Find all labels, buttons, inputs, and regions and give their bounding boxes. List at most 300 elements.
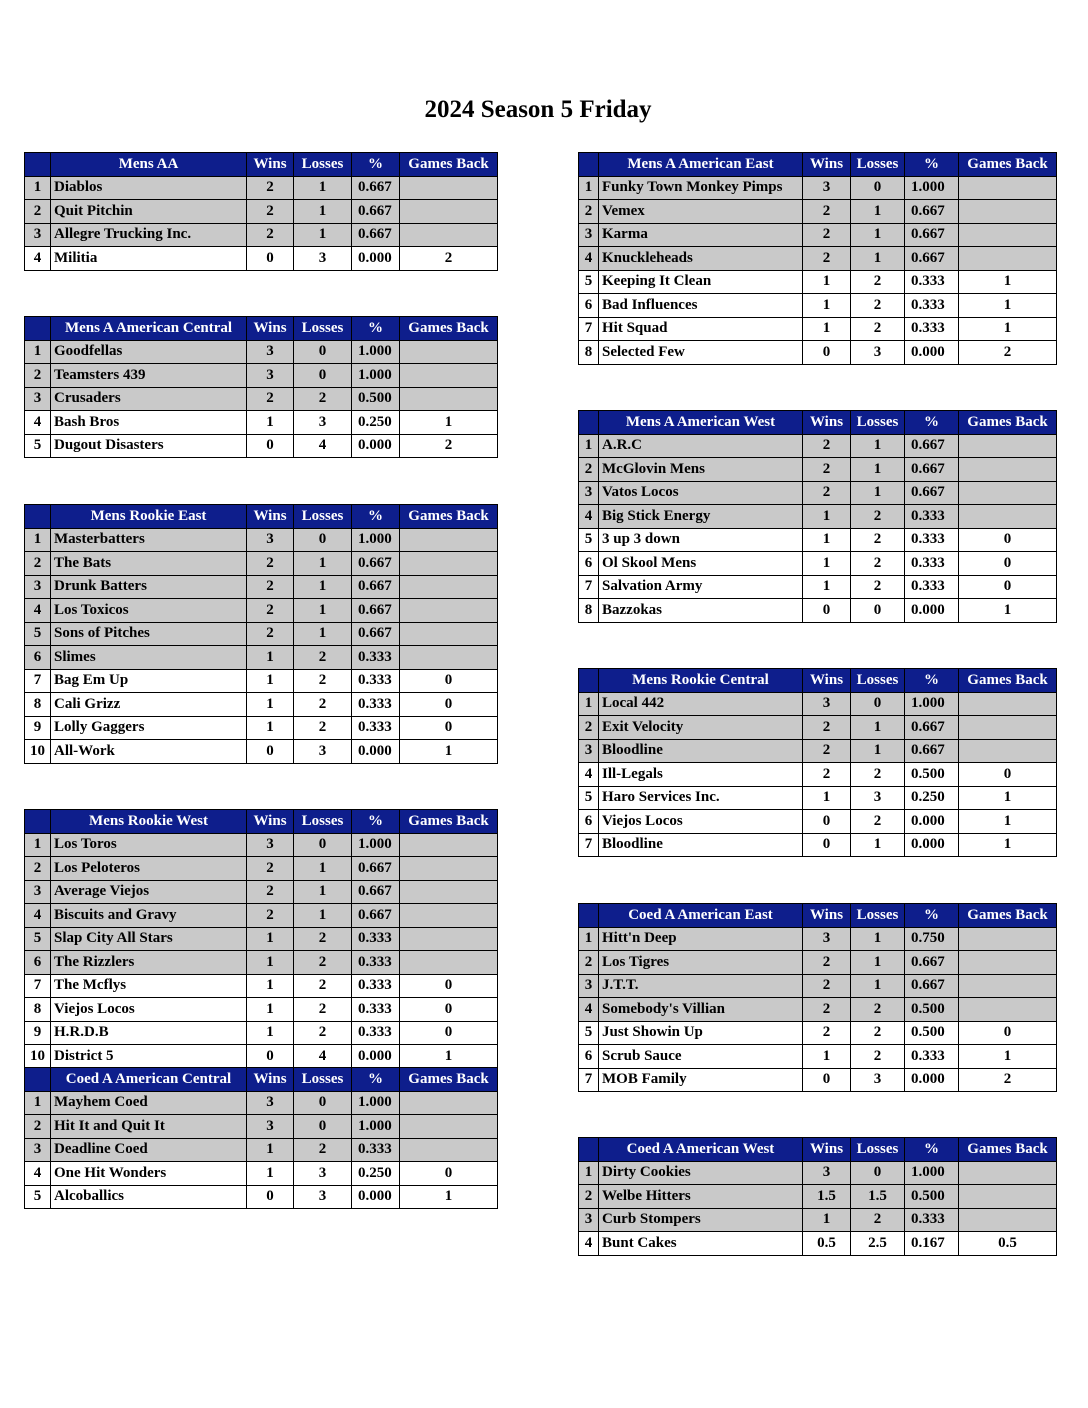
pct-cell: 0.333	[352, 1138, 400, 1162]
rank-header	[25, 505, 51, 529]
team-name-cell: Bunt Cakes	[599, 1232, 803, 1256]
wins-cell: 2	[803, 951, 851, 975]
pct-header: %	[352, 810, 400, 834]
table-row	[25, 528, 498, 552]
table-row	[579, 200, 1057, 224]
wins-cell: 3	[247, 1115, 294, 1139]
standings-table-mens-a-american-central	[24, 316, 498, 458]
team-name-cell: Funky Town Monkey Pimps	[599, 176, 803, 200]
table-row	[579, 270, 1057, 294]
rank-cell: 4	[579, 763, 599, 787]
losses-cell: 2	[851, 552, 905, 576]
wins-cell: 2	[247, 880, 294, 904]
games-back-cell	[959, 176, 1057, 200]
division-name: Mens Rookie East	[51, 505, 247, 529]
losses-cell: 0	[294, 364, 352, 388]
games-back-cell	[400, 1115, 498, 1139]
wins-cell: 2	[803, 434, 851, 458]
pct-header: %	[352, 1068, 400, 1092]
wins-cell: 2	[247, 552, 294, 576]
pct-cell: 0.000	[352, 740, 400, 764]
table-row	[25, 646, 498, 670]
games-back-cell	[959, 1185, 1057, 1209]
wins-cell: 1	[247, 646, 294, 670]
rank-cell: 7	[579, 575, 599, 599]
wins-cell: 1	[803, 505, 851, 529]
rank-cell: 1	[25, 833, 51, 857]
wins-cell: 2	[803, 481, 851, 505]
table-row	[25, 716, 498, 740]
table-row	[25, 951, 498, 975]
losses-cell: 2	[294, 951, 352, 975]
wins-cell: 2	[803, 716, 851, 740]
header-row	[579, 411, 1057, 435]
pct-header: %	[352, 505, 400, 529]
pct-cell: 1.000	[352, 528, 400, 552]
rank-cell: 4	[25, 411, 51, 435]
rank-cell: 5	[25, 434, 51, 458]
wins-cell: 1	[247, 927, 294, 951]
pct-cell: 0.250	[352, 411, 400, 435]
pct-cell: 0.667	[905, 481, 959, 505]
games-back-cell	[959, 927, 1057, 951]
losses-cell: 3	[294, 1162, 352, 1186]
table-row	[579, 294, 1057, 318]
rank-cell: 2	[25, 200, 51, 224]
team-name-cell: Crusaders	[51, 387, 247, 411]
wins-cell: 3	[247, 1091, 294, 1115]
standings-table-mens-rookie-central	[578, 668, 1057, 857]
rank-cell: 3	[25, 575, 51, 599]
team-name-cell: Biscuits and Gravy	[51, 904, 247, 928]
losses-cell: 2	[294, 1021, 352, 1045]
losses-cell: 1	[851, 481, 905, 505]
rank-cell: 1	[579, 434, 599, 458]
rank-cell: 8	[25, 998, 51, 1022]
wins-cell: 1	[247, 669, 294, 693]
games-back-cell: 1	[959, 294, 1057, 318]
games-back-cell: 0.5	[959, 1232, 1057, 1256]
team-name-cell: Slimes	[51, 646, 247, 670]
rank-cell: 9	[25, 1021, 51, 1045]
games-back-cell	[400, 387, 498, 411]
rank-cell: 1	[25, 340, 51, 364]
rank-cell: 1	[579, 927, 599, 951]
rank-cell: 5	[25, 927, 51, 951]
rank-cell: 3	[579, 481, 599, 505]
losses-header: Losses	[294, 317, 352, 341]
rank-header	[579, 669, 599, 693]
games-back-cell	[959, 974, 1057, 998]
losses-cell: 3	[294, 247, 352, 271]
games-back-cell	[400, 951, 498, 975]
games-back-cell	[400, 575, 498, 599]
wins-cell: 2	[247, 575, 294, 599]
pct-cell: 0.500	[905, 1185, 959, 1209]
losses-cell: 2	[294, 998, 352, 1022]
pct-cell: 0.000	[905, 810, 959, 834]
pct-header: %	[352, 153, 400, 177]
games-back-header: Games Back	[959, 904, 1057, 928]
rank-cell: 2	[579, 458, 599, 482]
wins-cell: 1	[803, 294, 851, 318]
losses-cell: 2	[294, 974, 352, 998]
wins-cell: 1	[803, 317, 851, 341]
pct-cell: 0.500	[352, 387, 400, 411]
team-name-cell: Dugout Disasters	[51, 434, 247, 458]
wins-cell: 0	[803, 341, 851, 365]
table-row	[25, 599, 498, 623]
table-row	[579, 1021, 1057, 1045]
team-name-cell: Selected Few	[599, 341, 803, 365]
team-name-cell: Salvation Army	[599, 575, 803, 599]
pct-cell: 0.333	[905, 552, 959, 576]
losses-cell: 1.5	[851, 1185, 905, 1209]
wins-cell: 2	[247, 904, 294, 928]
wins-cell: 2	[803, 223, 851, 247]
wins-cell: 3	[803, 1161, 851, 1185]
team-name-cell: Dirty Cookies	[599, 1161, 803, 1185]
pct-cell: 0.667	[905, 434, 959, 458]
team-name-cell: Bloodline	[599, 739, 803, 763]
pct-header: %	[905, 1138, 959, 1162]
table-row	[25, 1021, 498, 1045]
games-back-cell	[959, 505, 1057, 529]
losses-cell: 2	[294, 646, 352, 670]
pct-header: %	[352, 317, 400, 341]
rank-cell: 10	[25, 740, 51, 764]
losses-cell: 1	[851, 458, 905, 482]
team-name-cell: 3 up 3 down	[599, 528, 803, 552]
games-back-cell	[959, 1161, 1057, 1185]
pct-cell: 0.000	[352, 1045, 400, 1069]
team-name-cell: Welbe Hitters	[599, 1185, 803, 1209]
pct-cell: 0.500	[905, 763, 959, 787]
games-back-cell: 0	[959, 575, 1057, 599]
rank-cell: 2	[25, 1115, 51, 1139]
losses-cell: 2	[851, 1045, 905, 1069]
wins-cell: 2	[803, 739, 851, 763]
wins-cell: 2	[803, 458, 851, 482]
games-back-cell: 1	[400, 1185, 498, 1209]
losses-cell: 2	[294, 716, 352, 740]
losses-cell: 1	[851, 200, 905, 224]
rank-cell: 3	[25, 880, 51, 904]
rank-header	[579, 1138, 599, 1162]
losses-cell: 4	[294, 1045, 352, 1069]
team-name-cell: Drunk Batters	[51, 575, 247, 599]
table-row	[579, 1161, 1057, 1185]
pct-header: %	[905, 153, 959, 177]
table-row	[25, 1045, 498, 1069]
team-name-cell: Sons of Pitches	[51, 622, 247, 646]
losses-cell: 1	[851, 833, 905, 857]
games-back-cell	[959, 200, 1057, 224]
losses-cell: 2	[294, 927, 352, 951]
games-back-header: Games Back	[400, 1068, 498, 1092]
losses-cell: 1	[294, 904, 352, 928]
losses-cell: 2	[851, 270, 905, 294]
division-name: Mens AA	[51, 153, 247, 177]
table-row	[25, 387, 498, 411]
division-name: Coed A American Central	[51, 1068, 247, 1092]
rank-cell: 1	[25, 1091, 51, 1115]
rank-cell: 8	[579, 599, 599, 623]
rank-cell: 2	[579, 716, 599, 740]
games-back-cell: 1	[959, 833, 1057, 857]
team-name-cell: Exit Velocity	[599, 716, 803, 740]
wins-cell: 0	[247, 1045, 294, 1069]
pct-cell: 0.667	[352, 575, 400, 599]
pct-cell: 1.000	[905, 176, 959, 200]
team-name-cell: Local 442	[599, 692, 803, 716]
games-back-cell: 0	[400, 974, 498, 998]
games-back-cell	[959, 739, 1057, 763]
losses-cell: 0	[294, 1091, 352, 1115]
wins-header: Wins	[803, 904, 851, 928]
table-row	[579, 458, 1057, 482]
standings-table-mens-rookie-east	[24, 504, 498, 764]
table-row	[579, 505, 1057, 529]
wins-cell: 1	[247, 998, 294, 1022]
rank-cell: 5	[579, 786, 599, 810]
wins-cell: 1	[247, 716, 294, 740]
losses-cell: 0	[294, 833, 352, 857]
wins-header: Wins	[803, 669, 851, 693]
losses-header: Losses	[851, 153, 905, 177]
table-row	[25, 247, 498, 271]
table-row	[25, 223, 498, 247]
team-name-cell: Allegre Trucking Inc.	[51, 223, 247, 247]
losses-cell: 0	[851, 599, 905, 623]
wins-cell: 2	[803, 247, 851, 271]
pct-cell: 0.167	[905, 1232, 959, 1256]
rank-header	[25, 1068, 51, 1092]
table-row	[25, 998, 498, 1022]
team-name-cell: McGlovin Mens	[599, 458, 803, 482]
rank-cell: 6	[579, 294, 599, 318]
losses-cell: 3	[294, 411, 352, 435]
wins-cell: 3	[247, 528, 294, 552]
losses-cell: 0	[294, 528, 352, 552]
wins-cell: 1	[247, 1138, 294, 1162]
games-back-header: Games Back	[959, 1138, 1057, 1162]
team-name-cell: Hit It and Quit It	[51, 1115, 247, 1139]
pct-cell: 0.333	[905, 270, 959, 294]
losses-header: Losses	[294, 810, 352, 834]
pct-cell: 0.333	[352, 646, 400, 670]
pct-cell: 0.000	[905, 341, 959, 365]
games-back-cell	[959, 716, 1057, 740]
pct-cell: 0.333	[905, 1208, 959, 1232]
losses-cell: 2	[851, 528, 905, 552]
team-name-cell: Bad Influences	[599, 294, 803, 318]
team-name-cell: Los Peloteros	[51, 857, 247, 881]
division-name: Mens A American Central	[51, 317, 247, 341]
wins-header: Wins	[247, 505, 294, 529]
losses-cell: 0	[851, 1161, 905, 1185]
games-back-cell	[400, 223, 498, 247]
rank-cell: 3	[579, 739, 599, 763]
pct-cell: 0.667	[352, 880, 400, 904]
table-row	[579, 1045, 1057, 1069]
standings-table-mens-rookie-west	[24, 809, 498, 1069]
games-back-cell	[400, 200, 498, 224]
games-back-cell: 0	[400, 693, 498, 717]
losses-cell: 2	[851, 1208, 905, 1232]
table-row	[579, 223, 1057, 247]
standings-table-coed-a-american-west	[578, 1137, 1057, 1256]
games-back-cell	[400, 599, 498, 623]
table-row	[25, 552, 498, 576]
pct-cell: 0.000	[905, 833, 959, 857]
games-back-cell: 0	[400, 1021, 498, 1045]
losses-cell: 2	[851, 294, 905, 318]
losses-cell: 2	[851, 505, 905, 529]
wins-cell: 2	[247, 200, 294, 224]
pct-cell: 1.000	[352, 1091, 400, 1115]
losses-cell: 3	[294, 740, 352, 764]
header-row	[25, 317, 498, 341]
pct-cell: 0.333	[905, 505, 959, 529]
team-name-cell: Ill-Legals	[599, 763, 803, 787]
rank-cell: 3	[25, 1138, 51, 1162]
wins-cell: 1	[247, 411, 294, 435]
losses-header: Losses	[294, 1068, 352, 1092]
wins-cell: 1	[247, 974, 294, 998]
standings-table-mens-a-american-east	[578, 152, 1057, 365]
losses-cell: 3	[851, 1068, 905, 1092]
rank-cell: 4	[25, 599, 51, 623]
table-row	[25, 411, 498, 435]
games-back-cell: 1	[959, 1045, 1057, 1069]
wins-cell: 1	[803, 552, 851, 576]
wins-cell: 1	[803, 786, 851, 810]
team-name-cell: A.R.C	[599, 434, 803, 458]
team-name-cell: Los Toros	[51, 833, 247, 857]
pct-cell: 0.333	[905, 575, 959, 599]
team-name-cell: Lolly Gaggers	[51, 716, 247, 740]
games-back-cell: 1	[959, 599, 1057, 623]
pct-cell: 0.667	[905, 716, 959, 740]
table-row	[579, 434, 1057, 458]
rank-cell: 1	[579, 176, 599, 200]
rank-cell: 7	[25, 974, 51, 998]
wins-cell: 3	[803, 692, 851, 716]
team-name-cell: Goodfellas	[51, 340, 247, 364]
wins-cell: 0.5	[803, 1232, 851, 1256]
pct-cell: 0.000	[352, 1185, 400, 1209]
losses-cell: 1	[294, 552, 352, 576]
wins-cell: 2	[247, 599, 294, 623]
games-back-cell	[400, 622, 498, 646]
team-name-cell: J.T.T.	[599, 974, 803, 998]
team-name-cell: All-Work	[51, 740, 247, 764]
wins-cell: 3	[247, 340, 294, 364]
page-title: 2024 Season 5 Friday	[424, 96, 652, 123]
games-back-cell	[959, 434, 1057, 458]
rank-cell: 4	[579, 247, 599, 271]
table-row	[25, 833, 498, 857]
table-row	[25, 622, 498, 646]
losses-cell: 0	[851, 176, 905, 200]
wins-cell: 1	[803, 270, 851, 294]
rank-cell: 3	[25, 387, 51, 411]
games-back-cell: 1	[400, 740, 498, 764]
team-name-cell: Curb Stompers	[599, 1208, 803, 1232]
team-name-cell: Keeping It Clean	[599, 270, 803, 294]
rank-cell: 1	[25, 176, 51, 200]
rank-header	[579, 411, 599, 435]
table-row	[579, 739, 1057, 763]
table-row	[579, 1185, 1057, 1209]
losses-cell: 2	[851, 810, 905, 834]
table-row	[25, 857, 498, 881]
wins-cell: 0	[803, 599, 851, 623]
rank-cell: 7	[579, 317, 599, 341]
pct-cell: 0.333	[905, 1045, 959, 1069]
pct-cell: 0.333	[352, 998, 400, 1022]
team-name-cell: Somebody's Villian	[599, 998, 803, 1022]
team-name-cell: Ol Skool Mens	[599, 552, 803, 576]
wins-cell: 0	[803, 1068, 851, 1092]
games-back-cell	[959, 458, 1057, 482]
pct-cell: 1.000	[352, 340, 400, 364]
games-back-header: Games Back	[400, 505, 498, 529]
losses-cell: 1	[294, 880, 352, 904]
losses-cell: 1	[294, 176, 352, 200]
wins-cell: 3	[803, 176, 851, 200]
rank-cell: 8	[25, 693, 51, 717]
standings-table-mens-aa	[24, 152, 498, 271]
team-name-cell: The Rizzlers	[51, 951, 247, 975]
wins-cell: 2	[247, 387, 294, 411]
table-row	[25, 1138, 498, 1162]
rank-cell: 7	[579, 833, 599, 857]
games-back-cell	[400, 176, 498, 200]
header-row	[579, 1138, 1057, 1162]
table-row	[25, 1091, 498, 1115]
losses-cell: 1	[294, 575, 352, 599]
wins-cell: 1	[803, 575, 851, 599]
division-name: Coed A American East	[599, 904, 803, 928]
rank-cell: 2	[579, 200, 599, 224]
wins-cell: 1.5	[803, 1185, 851, 1209]
wins-header: Wins	[247, 153, 294, 177]
rank-cell: 9	[25, 716, 51, 740]
losses-cell: 2	[294, 1138, 352, 1162]
table-row	[579, 317, 1057, 341]
rank-cell: 4	[25, 247, 51, 271]
table-row	[579, 552, 1057, 576]
table-row	[25, 693, 498, 717]
games-back-header: Games Back	[959, 153, 1057, 177]
team-name-cell: Mayhem Coed	[51, 1091, 247, 1115]
games-back-cell	[400, 1138, 498, 1162]
pct-header: %	[905, 669, 959, 693]
losses-cell: 1	[294, 622, 352, 646]
losses-cell: 1	[851, 434, 905, 458]
rank-cell: 5	[579, 1021, 599, 1045]
team-name-cell: District 5	[51, 1045, 247, 1069]
games-back-cell: 0	[959, 552, 1057, 576]
wins-cell: 1	[247, 1021, 294, 1045]
table-row	[25, 340, 498, 364]
team-name-cell: Hitt'n Deep	[599, 927, 803, 951]
games-back-cell	[400, 927, 498, 951]
pct-cell: 0.500	[905, 998, 959, 1022]
games-back-cell	[400, 646, 498, 670]
